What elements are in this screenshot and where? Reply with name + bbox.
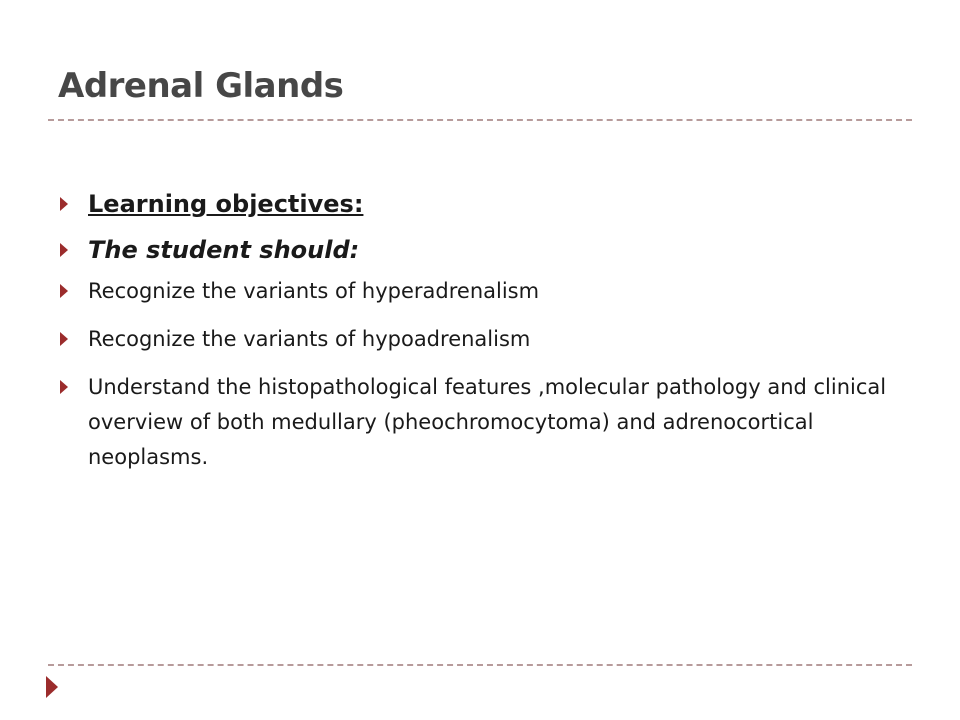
title-divider bbox=[48, 119, 912, 121]
bullet-item-learning-objectives bbox=[58, 182, 908, 226]
triangle-bullet-icon bbox=[60, 284, 68, 298]
triangle-bullet-icon bbox=[60, 197, 68, 211]
bullet-list bbox=[58, 182, 908, 489]
bullet-text: The student should: bbox=[88, 236, 360, 264]
triangle-bullet-icon bbox=[60, 332, 68, 346]
triangle-bullet-icon bbox=[60, 380, 68, 394]
bullet-item-histopathology bbox=[58, 370, 908, 475]
footer-divider bbox=[48, 664, 912, 666]
bullet-text: Recognize the variants of hyperadrenalism bbox=[88, 279, 540, 303]
bullet-text: Recognize the variants of hypoadrenalism bbox=[88, 327, 531, 351]
triangle-bullet-icon bbox=[60, 243, 68, 257]
slide-title: Adrenal Glands bbox=[58, 66, 344, 106]
bullet-item-student-should bbox=[58, 228, 908, 272]
bullet-text: Learning objectives: bbox=[88, 190, 364, 218]
footer-triangle-icon bbox=[46, 676, 58, 698]
bullet-text: Understand the histopathological features ,molecular pathology and clinical overview of both medullary (pheochromocytoma) and adrenocortical neoplasms. bbox=[88, 375, 887, 469]
bullet-item-hyperadrenalism bbox=[58, 274, 908, 308]
bullet-item-hypoadrenalism bbox=[58, 322, 908, 356]
